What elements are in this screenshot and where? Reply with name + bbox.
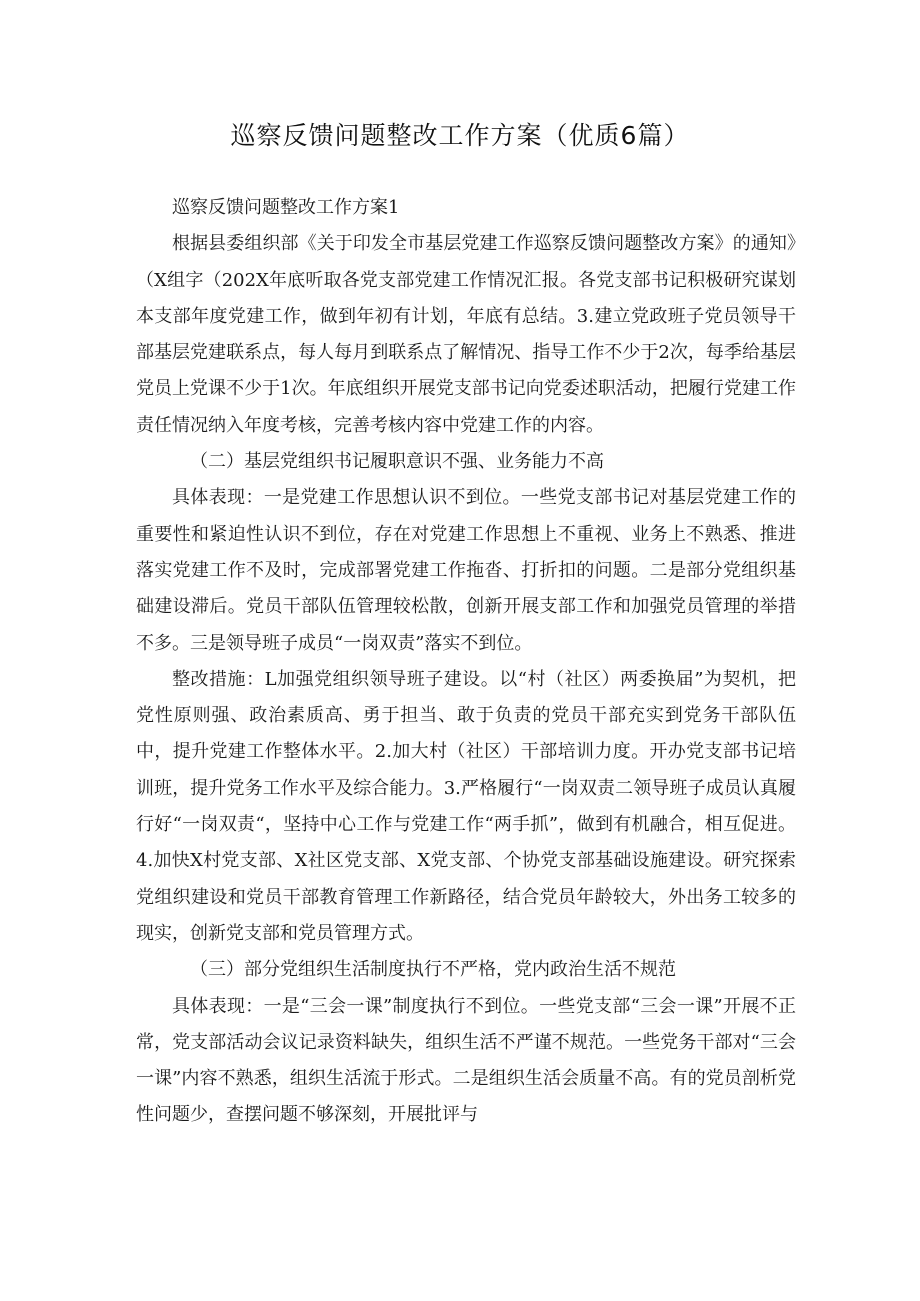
section-heading: （三）部分党组织生活制度执行不严格，党内政治生活不规范 — [190, 959, 676, 981]
body-paragraph: 整改措施：L加强党组织领导班子建设。以“村（社区）两委换届”为契机，把党性原则强、政治素质高、勇于担当、敢于负责的党员干部充实到党务干部队伍中，提升党建工作整体水平。2.加大村（社区）干部培训力度。开办党支部书记培训班，提升党务工作水平及综合能力。3.严格履行“一岗双责二领导班子成员认真履行好“一岗双责“，坚持中心工作与党建工作“两手抓”，做到有机融合，相互促进。4.加快X村党支部、X社区党支部、X党支部、个协党支部基础设施建设。研究探索党组织建设和党员干部教育管理工作新路径，结合党员年龄较大，外出务工较多的现实，创新党支部和党员管理方式。 — [136, 668, 796, 944]
body-paragraph: 根据县委组织部《关于印发全市基层党建工作巡察反馈问题整改方案》的通知》（X组字（202X年底听取各党支部党建工作情况汇报。各党支部书记积极研究谋划本支部年度党建工作，做到年初有计划，年底有总结。3.建立党政班子党员领导干部基层党建联系点，每人每月到联系点了解情况、指导工作不少于2次，每季给基层党员上党课不少于1次。年底组织开展党支部书记向党委述职活动，把履行党建工作责任情况纳入年度考核，完善考核内容中党建工作的内容。 — [136, 233, 796, 436]
section-heading: （二）基层党组织书记履职意识不强、业务能力不高 — [190, 451, 604, 473]
section-subtitle: 巡察反馈问题整改工作方案1 — [172, 197, 400, 218]
document-body — [136, 190, 796, 1134]
body-paragraph: 具体表现：一是“三会一课”制度执行不到位。一些党支部“三会一课”开展不正常，党支部活动会议记录资料缺失，组织生活不严谨不规范。一些党务干部对“三会一课”内容不熟悉，组织生活流于形式。二是组织生活会质量不高。有的党员剖析党性问题少，查摆问题不够深刻，开展批评与 — [136, 995, 796, 1126]
document-title: 巡察反馈问题整改工作方案（优质6篇） — [230, 121, 690, 150]
body-paragraph: 具体表现：一是党建工作思想认识不到位。一些党支部书记对基层党建工作的重要性和紧迫性认识不到位，存在对党建工作思想上不重视、业务上不熟悉、推进落实党建工作不及时，完成部署党建工作拖沓、打折扣的问题。二是部分党组织基础建设滞后。党员干部队伍管理较松散，创新开展支部工作和加强党员管理的举措不多。三是领导班子成员“一岗双责”落实不到位。 — [136, 487, 796, 654]
